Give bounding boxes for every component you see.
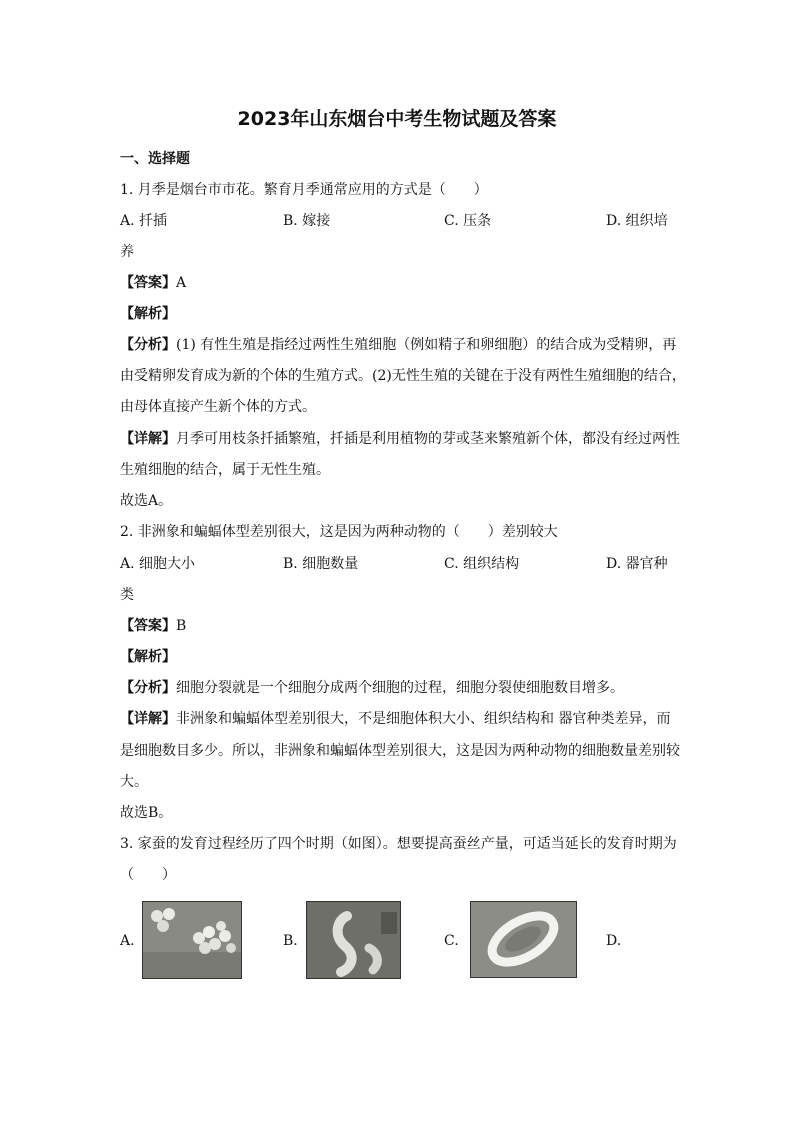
q2-xiangjie-line: 是细胞数目多少。所以，非洲象和蝙蝠体型差别很大，这是因为两种动物的细胞数量差别较: [120, 743, 680, 759]
q2-option-a: A. 细胞大小: [120, 556, 196, 572]
page-title: 2023年山东烟台中考生物试题及答案: [237, 108, 557, 130]
silkworm-larva-image: [306, 901, 401, 979]
q2-stem: 2. 非洲象和蝙蝠体型差别很大，这是因为两种动物的（ ）差别较大: [120, 524, 558, 540]
answer-tag: 【答案】: [120, 618, 176, 634]
q1-analysis-tag: 【解析】: [120, 306, 176, 322]
q2-option-c: C. 组织结构: [444, 556, 520, 572]
section-heading: 一、选择题: [120, 151, 190, 167]
q1-fenxi-line: [120, 334, 676, 354]
fenxi-text: 细胞分裂就是一个细胞分成两个细胞的过程，细胞分裂使细胞数目增多。: [176, 680, 624, 696]
q1-option-wrap: 养: [120, 244, 134, 260]
silkworm-eggs-image: [142, 901, 242, 979]
q2-fenxi-line: [120, 677, 624, 697]
q2-option-b: B. 细胞数量: [283, 556, 359, 572]
q1-option-a: A. 扦插: [120, 213, 168, 229]
xiangjie-tag: 【详解】: [120, 711, 176, 727]
q1-option-b: B. 嫁接: [283, 213, 331, 229]
q1-xiangjie-line: 生殖细胞的结合，属于无性生殖。: [120, 462, 330, 478]
q1-fenxi-line: 由母体直接产生新个体的方式。: [120, 399, 316, 415]
answer-tag: 【答案】: [120, 275, 176, 291]
q1-stem: 1. 月季是烟台市市花。繁育月季通常应用的方式是（ ）: [120, 182, 488, 198]
q1-xiangjie-line: [120, 428, 680, 448]
fenxi-tag: 【分析】: [120, 337, 176, 353]
q2-conclusion: 故选B。: [120, 805, 173, 821]
q1-answer: [120, 272, 186, 292]
q2-analysis-tag: 【解析】: [120, 649, 176, 665]
q3-stem: 3. 家蚕的发育过程经历了四个时期（如图）。想要提高蚕丝产量，可适当延长的发育时期为: [120, 836, 677, 852]
q3-option-c: C.: [444, 933, 459, 949]
fenxi-text: (1) 有性生殖是指经过两性生殖细胞（例如精子和卵细胞）的结合成为受精卵，再: [176, 337, 677, 353]
q3-option-a: A.: [120, 933, 135, 949]
fenxi-tag: 【分析】: [120, 680, 176, 696]
q2-xiangjie-line: [120, 708, 670, 728]
q3-option-d: D.: [606, 933, 622, 949]
q2-xiangjie-line: 大。: [120, 774, 148, 790]
answer-value: A: [176, 275, 187, 291]
silkworm-pupa-image: [470, 901, 577, 978]
q1-option-d: D. 组织培: [606, 213, 668, 229]
q1-fenxi-line: 由受精卵发育成为新的个体的生殖方式。(2)无性生殖的关键在于没有两性生殖细胞的结合，: [120, 368, 686, 384]
q2-option-wrap: 类: [120, 587, 134, 603]
q3-option-b: B.: [283, 933, 298, 949]
q1-conclusion: 故选A。: [120, 493, 173, 509]
q3-stem: （ ）: [120, 867, 176, 883]
xiangjie-tag: 【详解】: [120, 431, 176, 447]
q2-answer: [120, 615, 186, 635]
q2-option-d: D. 器官种: [606, 556, 668, 572]
xiangjie-text: 非洲象和蝙蝠体型差别很大，不是细胞体积大小、组织结构和 器官种类差异，而: [176, 711, 671, 727]
answer-value: B: [176, 618, 187, 634]
xiangjie-text: 月季可用枝条扦插繁殖，扦插是利用植物的芽或茎来繁殖新个体，都没有经过两性: [176, 431, 680, 447]
q1-option-c: C. 压条: [444, 213, 492, 229]
